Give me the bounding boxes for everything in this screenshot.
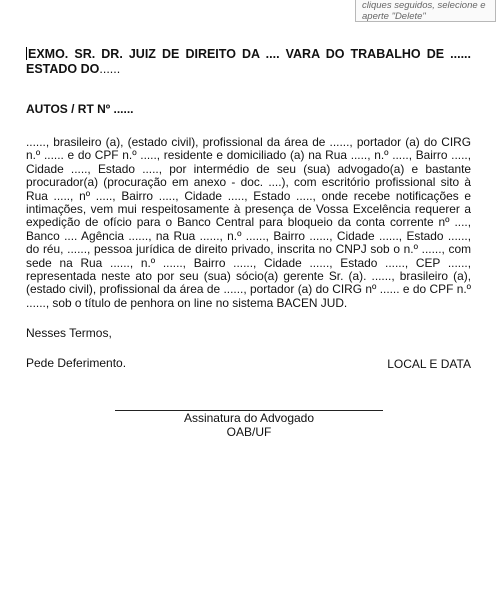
oab-label: OAB/UF [226,425,272,439]
autos-number: AUTOS / RT Nº ...... [26,102,134,116]
closing-terms: Nesses Termos, [26,326,112,341]
hint-line-2: aperte "Delete" [362,11,426,22]
closing-request: Pede Deferimento. [26,356,127,371]
document-body[interactable] [26,47,471,370]
signature-block [115,411,383,439]
local-and-date: LOCAL E DATA [387,357,471,371]
header-text: EXMO. SR. DR. JUIZ DE DIREITO DA .... VARA DO TRABALHO DE ...... ESTADO DO [26,47,471,76]
text-cursor [26,47,27,60]
petition-paragraph: ......, brasileiro (a), (estado civil), profissional da área de ......, portador (a) do CIRG n.º ...... e do CPF n.º ....., residente e domiciliado (a) na Rua ....., n.º ....., Bairro ....., Cidade ....., Estado ....., por intermédio de seu (sua) advogado(a) e bastante procurador(a) (procuração em anexo - doc. ....), com escritório profissional sito à Rua ....., nº ....., Bairro ....., Cidade ....., Estado ....., onde recebe notificações e intimações, vem mui respeitosamente à presença de Vossa Excelência requerer a expedição de ofício para o Banco Central para bloqueio da conta corrente nº ...., Banco .... Agência ......, na Rua ......, n.º ......, Bairro ......, Cidade ......, Estado ......, do réu, ......, pessoa jurídica de direito privado, inscrita no CNPJ sob o n.º ......, com sede na Rua ......, n.º ......, Bairro ......, Cidade ......, Estado ......, CEP ......, representada neste ato por seu (sua) sócio(a) gerente Sr. (a). ......, brasileiro (a), (estado civil), profissional da área de ......, portador (a) do CIRG nº ...... e do CPF n.º ......, sob o título de penhora on line no sistema BACEN JUD. [26,135,471,310]
hint-line-1: cliques seguidos, selecione e [362,0,486,11]
signature-label: Assinatura do Advogado [183,411,315,425]
document-header [26,47,471,77]
header-tail: ...... [99,62,121,76]
instruction-hint-box [355,0,496,22]
